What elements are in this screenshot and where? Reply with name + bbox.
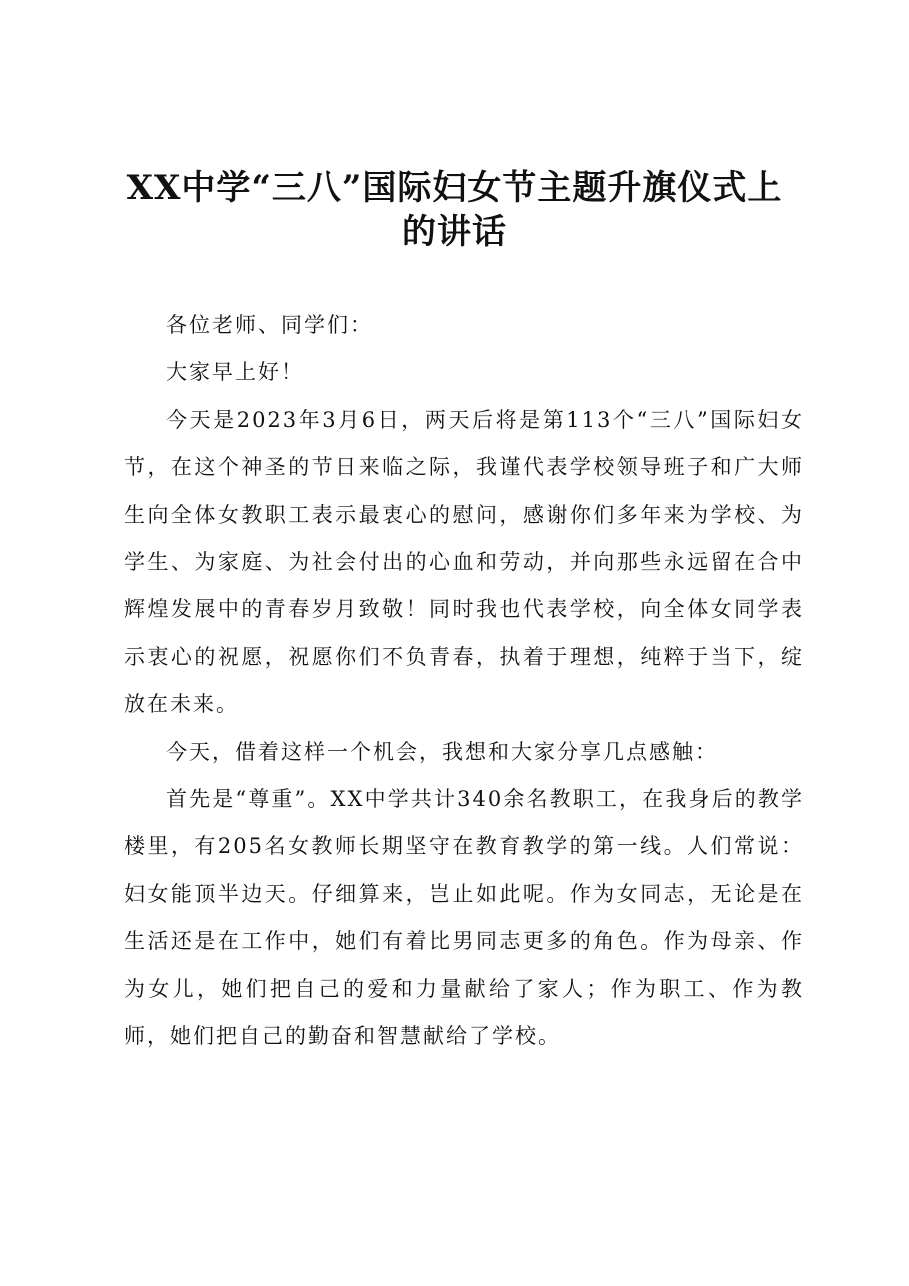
- greeting: 大家早上好！: [166, 360, 304, 385]
- paragraph-respect: 首先是“尊重”。XX中学共计340余名教职工，在我身后的教学楼里，有205名女教师长期坚守在教育教学的第一线。人们常说：妇女能顶半边天。仔细算来，岂止如此呢。作为女同志，无论是在生活还是在工作中，她们有着比男同志更多的角色。作为母亲、作为女儿，她们把自己的爱和力量献给了家人；作为职工、作为教师，她们把自己的勤奋和智慧献给了学校。: [124, 787, 804, 1049]
- paragraph-intro: 今天是2023年3月6日，两天后将是第113个“三八”国际妇女节，在这个神圣的节日来临之际，我谨代表学校领导班子和广大师生向全体女教职工表示最衷心的慰问，感谢你们多年来为学校、为学生、为家庭、为社会付出的心血和劳动，并向那些永远留在合中辉煌发展中的青春岁月致敬！同时我也代表学校，向全体女同学表示衷心的祝愿，祝愿你们不负青春，执着于理想，纯粹于当下，绽放在未来。: [124, 407, 804, 717]
- document-body: [124, 302, 804, 1061]
- salutation: 各位老师、同学们：: [166, 313, 373, 337]
- document-title: XX中学“三八”国际妇女节主题升旗仪式上的讲话: [126, 168, 783, 252]
- paragraph-transition: 今天，借着这样一个机会，我想和大家分享几点感触：: [166, 739, 718, 764]
